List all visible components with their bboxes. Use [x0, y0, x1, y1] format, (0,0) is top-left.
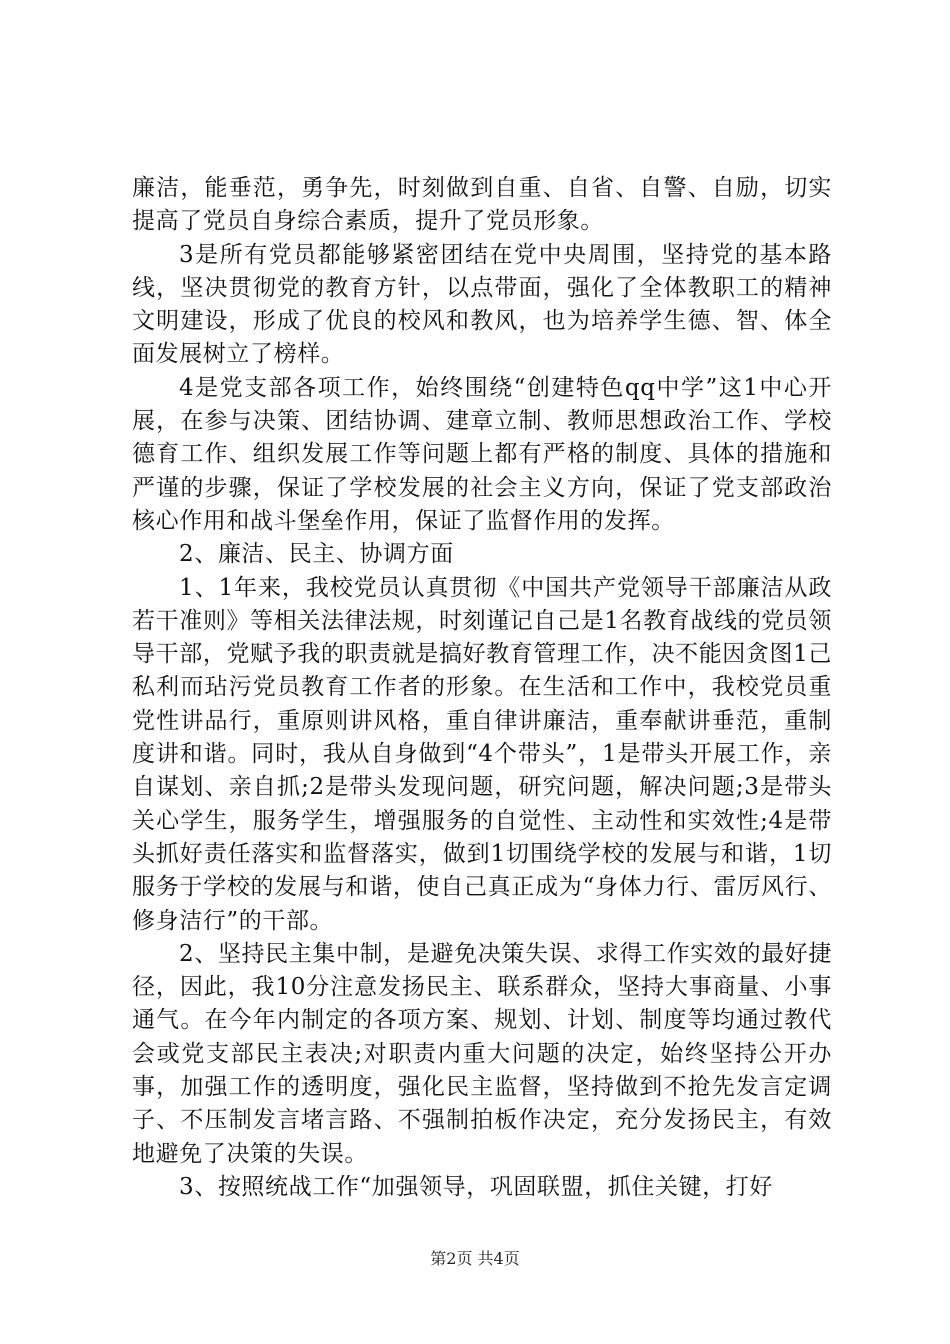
paragraph-3: 4是党支部各项工作，始终围绕“创建特色qq中学”这1中心开展，在参与决策、团结协调、建章立制、教师思想政治工作、学校德育工作、组织发展工作等问题上都有严格的制度、具体的措施和严谨的步骤，保证了学校发展的社会主义方向，保证了党支部政治核心作用和战斗堡垒作用，保证了监督作用的发挥。	[132, 374, 832, 534]
page-footer: 第2页 共4页	[430, 1249, 520, 1268]
paragraph-2: 3是所有党员都能够紧密团结在党中央周围，坚持党的基本路线，坚决贯彻党的教育方针，以点带面，强化了全体教职工的精神文明建设，形成了优良的校风和教风，也为培养学生德、智、体全面发展树立了榜样。	[132, 241, 832, 368]
paragraph-1: 廉洁，能垂范，勇争先，时刻做到自重、自省、自警、自励，切实提高了党员自身综合素质，提升了党员形象。	[132, 175, 832, 235]
paragraph-4: 1、1年来，我校党员认真贯彻《中国共产党领导干部廉洁从政若干准则》等相关法律法规，时刻谨记自己是1名教育战线的党员领导干部，党赋予我的职责就是搞好教育管理工作，决不能因贪图1己私利而玷污党员教育工作者的形象。在生活和工作中，我校党员重党性讲品行，重原则讲风格，重自律讲廉洁，重奉献讲垂范，重制度讲和谐。同时，我从自身做到“4个带头”，1是带头开展工作，亲自谋划、亲自抓;2是带头发现问题，研究问题，解决问题;3是带头关心学生，服务学生，增强服务的自觉性、主动性和实效性;4是带头抓好责任落实和监督落实，做到1切围绕学校的发展与和谐，1切服务于学校的发展与和谐，使自己真正成为“身体力行、雷厉风行、修身洁行”的干部。	[132, 574, 832, 934]
paragraph-6: 3、按照统战工作“加强领导，巩固联盟，抓住关键，打好	[179, 1173, 773, 1200]
section-heading: 2、廉洁、民主、协调方面	[179, 541, 454, 568]
document-body	[132, 172, 832, 1204]
paragraph-5: 2、坚持民主集中制，是避免决策失误、求得工作实效的最好捷径，因此，我10分注意发扬民主、联系群众，坚持大事商量、小事通气。在今年内制定的各项方案、规划、计划、制度等均通过教代会或党支部民主表决;对职责内重大问题的决定，始终坚持公开办事，加强工作的透明度，强化民主监督，坚持做到不抢先发言定调子、不压制发言堵言路、不强制拍板作决定，充分发扬民主，有效地避免了决策的失误。	[132, 940, 832, 1167]
